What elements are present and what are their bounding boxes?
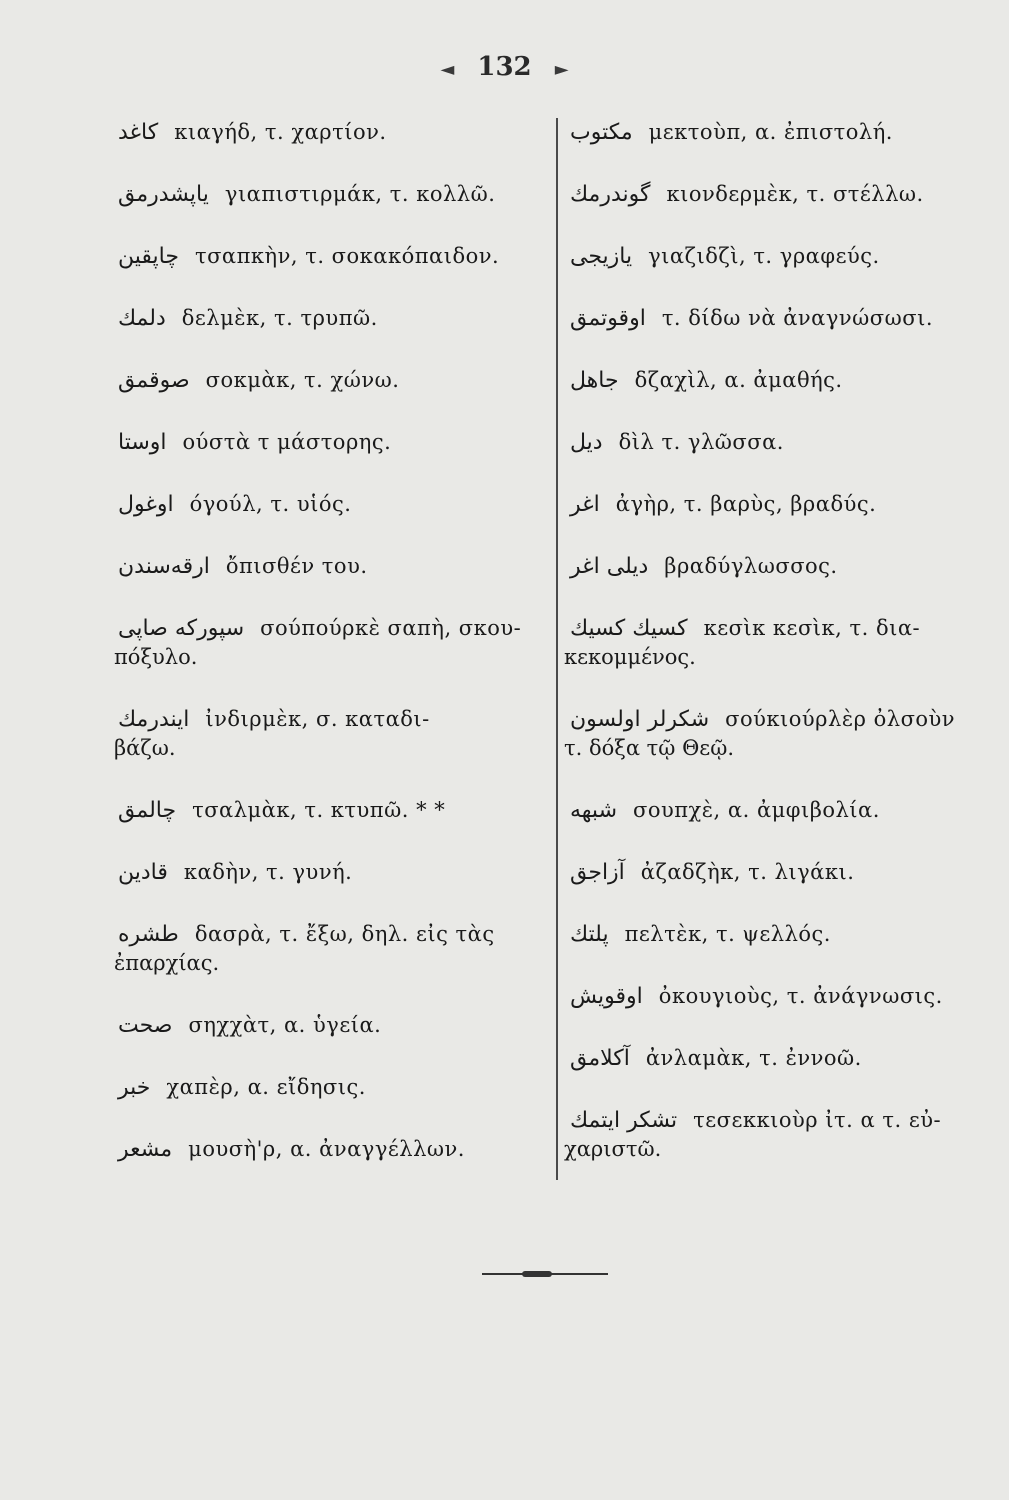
dictionary-entry	[564, 614, 990, 672]
ottoman-word: صحت	[118, 1013, 173, 1038]
dictionary-entry	[570, 242, 990, 271]
ottoman-word: مکتوب	[570, 120, 633, 145]
dictionary-entry	[114, 705, 558, 763]
greek-gloss: χαπὲρ, α. εἴδησις.	[166, 1075, 366, 1099]
page-number: 132	[477, 52, 532, 82]
gloss-continuation: κεκομμένος.	[564, 645, 696, 669]
ottoman-word: دیل	[570, 430, 603, 455]
ottoman-word: سپورکه صاپی	[118, 616, 245, 641]
dictionary-entry	[118, 552, 558, 581]
dictionary-entry	[118, 490, 558, 519]
greek-gloss: σηχχὰτ, α. ὑγεία.	[188, 1013, 382, 1037]
greek-gloss: δζαχὶλ, α. ἀμαθής.	[634, 368, 843, 392]
greek-gloss: βραδύγλωσσος.	[664, 554, 838, 578]
ottoman-word: اغر	[570, 492, 600, 517]
greek-gloss: σούπούρκὲ σαπὴ, σκου-	[260, 616, 522, 640]
greek-gloss: όγούλ, τ. υἱός.	[189, 492, 352, 516]
left-column	[114, 118, 558, 1197]
greek-gloss: σουπχὲ, α. ἀμφιβολία.	[633, 798, 880, 822]
ottoman-word: گوندرمك	[570, 182, 651, 207]
ottoman-word: ایندرمك	[118, 707, 190, 732]
dictionary-entry	[570, 858, 990, 887]
dictionary-entry	[118, 1073, 558, 1102]
greek-gloss: τ. δίδω νὰ ἀναγνώσωσι.	[661, 306, 933, 330]
dictionary-entry	[118, 796, 558, 825]
greek-gloss: σούκιούρλὲρ ὀλσοὺν	[725, 707, 956, 731]
dictionary-entry	[570, 490, 990, 519]
gloss-continuation: ἐπαρχίας.	[114, 951, 220, 975]
dictionary-entry	[564, 705, 990, 763]
dictionary-entry	[570, 428, 990, 457]
dictionary-entry	[564, 1106, 990, 1164]
dictionary-entry	[570, 552, 990, 581]
dictionary-entry	[570, 796, 990, 825]
ottoman-word: طشره	[118, 922, 179, 947]
dictionary-entry	[118, 118, 558, 147]
dictionary-entry	[114, 920, 558, 978]
ottoman-word: آکلامق	[570, 1046, 630, 1071]
ottoman-word: مشعر	[118, 1137, 173, 1162]
ottoman-word: چالمق	[118, 798, 177, 823]
dictionary-entry	[118, 1135, 558, 1164]
ottoman-word: آزاجق	[570, 860, 625, 885]
ottoman-word: اوغول	[118, 492, 174, 517]
ottoman-word: قادین	[118, 860, 168, 885]
ottoman-word: کسیك کسیك	[570, 616, 688, 641]
ottoman-word: اوستا	[118, 430, 167, 455]
greek-gloss: ἰνδιρμὲκ, σ. καταδι-	[205, 707, 430, 731]
ottoman-word: جاهل	[570, 368, 619, 393]
dictionary-entry	[118, 304, 558, 333]
dictionary-entry	[114, 614, 558, 672]
left-ornament-icon: ◄	[440, 59, 455, 80]
greek-gloss: μουσὴ'ρ, α. ἀναγγέλλων.	[188, 1137, 465, 1161]
greek-gloss: σοκμὰκ, τ. χώνω.	[205, 368, 400, 392]
greek-gloss: γιαπιστιρμάκ, τ. κολλῶ.	[224, 182, 496, 206]
greek-gloss: ὀκουγιοὺς, τ. ἀνάγνωσις.	[658, 984, 943, 1008]
gloss-continuation: τ. δόξα τῷ Θεῷ.	[564, 736, 734, 760]
page-header	[0, 52, 1009, 82]
ottoman-word: كاغد	[118, 120, 159, 145]
greek-gloss: κεσὶκ κεσὶκ, τ. δια-	[703, 616, 921, 640]
ottoman-word: شکرلر اولسون	[570, 707, 710, 732]
greek-gloss: δασρὰ, τ. ἔξω, δηλ. εἰς τὰς	[194, 922, 495, 946]
greek-gloss: ἀζαδζὴκ, τ. λιγάκι.	[640, 860, 855, 884]
dictionary-entry	[118, 428, 558, 457]
ottoman-word: خبر	[118, 1075, 151, 1100]
greek-gloss: δελμὲκ, τ. τρυπῶ.	[181, 306, 378, 330]
dictionary-entry	[118, 366, 558, 395]
greek-gloss: πελτὲκ, τ. ψελλός.	[624, 922, 831, 946]
dictionary-entry	[570, 920, 990, 949]
greek-gloss: κιονδερμὲκ, τ. στέλλω.	[666, 182, 924, 206]
dictionary-entry	[118, 1011, 558, 1040]
ottoman-word: شبهه	[570, 798, 618, 823]
ottoman-word: دلمك	[118, 306, 166, 331]
dictionary-entry	[570, 1044, 990, 1073]
dictionary-entry	[118, 242, 558, 271]
greek-gloss: δὶλ τ. γλῶσσα.	[618, 430, 784, 454]
gloss-continuation: χαριστῶ.	[564, 1137, 662, 1161]
ottoman-word: اوقوتمق	[570, 306, 646, 331]
ottoman-word: دیلی اغر	[570, 554, 649, 579]
ottoman-word: یاپشدرمق	[118, 182, 209, 207]
right-column	[564, 118, 990, 1197]
greek-gloss: ἀγὴρ, τ. βαρὺς, βραδύς.	[615, 492, 877, 516]
greek-gloss: τσαλμὰκ, τ. κτυπῶ. * *	[192, 798, 446, 822]
gloss-continuation: πόξυλο.	[114, 645, 198, 669]
greek-gloss: ὄπισθέν του.	[225, 554, 368, 578]
ottoman-word: ارقه‌سندن	[118, 554, 210, 579]
dictionary-entry	[118, 858, 558, 887]
ottoman-word: یازیجی	[570, 244, 633, 269]
right-ornament-icon: ►	[554, 59, 569, 80]
greek-gloss: γιαζιδζὶ, τ. γραφεύς.	[648, 244, 880, 268]
dictionary-entry	[570, 304, 990, 333]
greek-gloss: ούστὰ τ μάστορης.	[182, 430, 392, 454]
dictionary-entry	[570, 982, 990, 1011]
ottoman-word: پلتك	[570, 922, 609, 947]
greek-gloss: κιαγήδ, τ. χαρτίον.	[174, 120, 387, 144]
greek-gloss: τσαπκὴν, τ. σοκακόπαιδον.	[194, 244, 500, 268]
greek-gloss: ἀνλαμὰκ, τ. ἐννοῶ.	[645, 1046, 862, 1070]
dictionary-entry	[118, 180, 558, 209]
end-ornament-rule	[482, 1273, 608, 1275]
greek-gloss: μεκτοὺπ, α. ἐπιστολή.	[648, 120, 893, 144]
greek-gloss: καδὴν, τ. γυνή.	[183, 860, 353, 884]
ottoman-word: اوقویش	[570, 984, 643, 1009]
ottoman-word: صوقمق	[118, 368, 190, 393]
ottoman-word: چاپقین	[118, 244, 179, 269]
dictionary-entry	[570, 180, 990, 209]
gloss-continuation: βάζω.	[114, 736, 176, 760]
dictionary-entry	[570, 366, 990, 395]
dictionary-entry	[570, 118, 990, 147]
ottoman-word: تشکر ایتمك	[570, 1108, 678, 1133]
greek-gloss: τεσεκκιοὺρ ἰτ. α τ. εὐ-	[693, 1108, 942, 1132]
